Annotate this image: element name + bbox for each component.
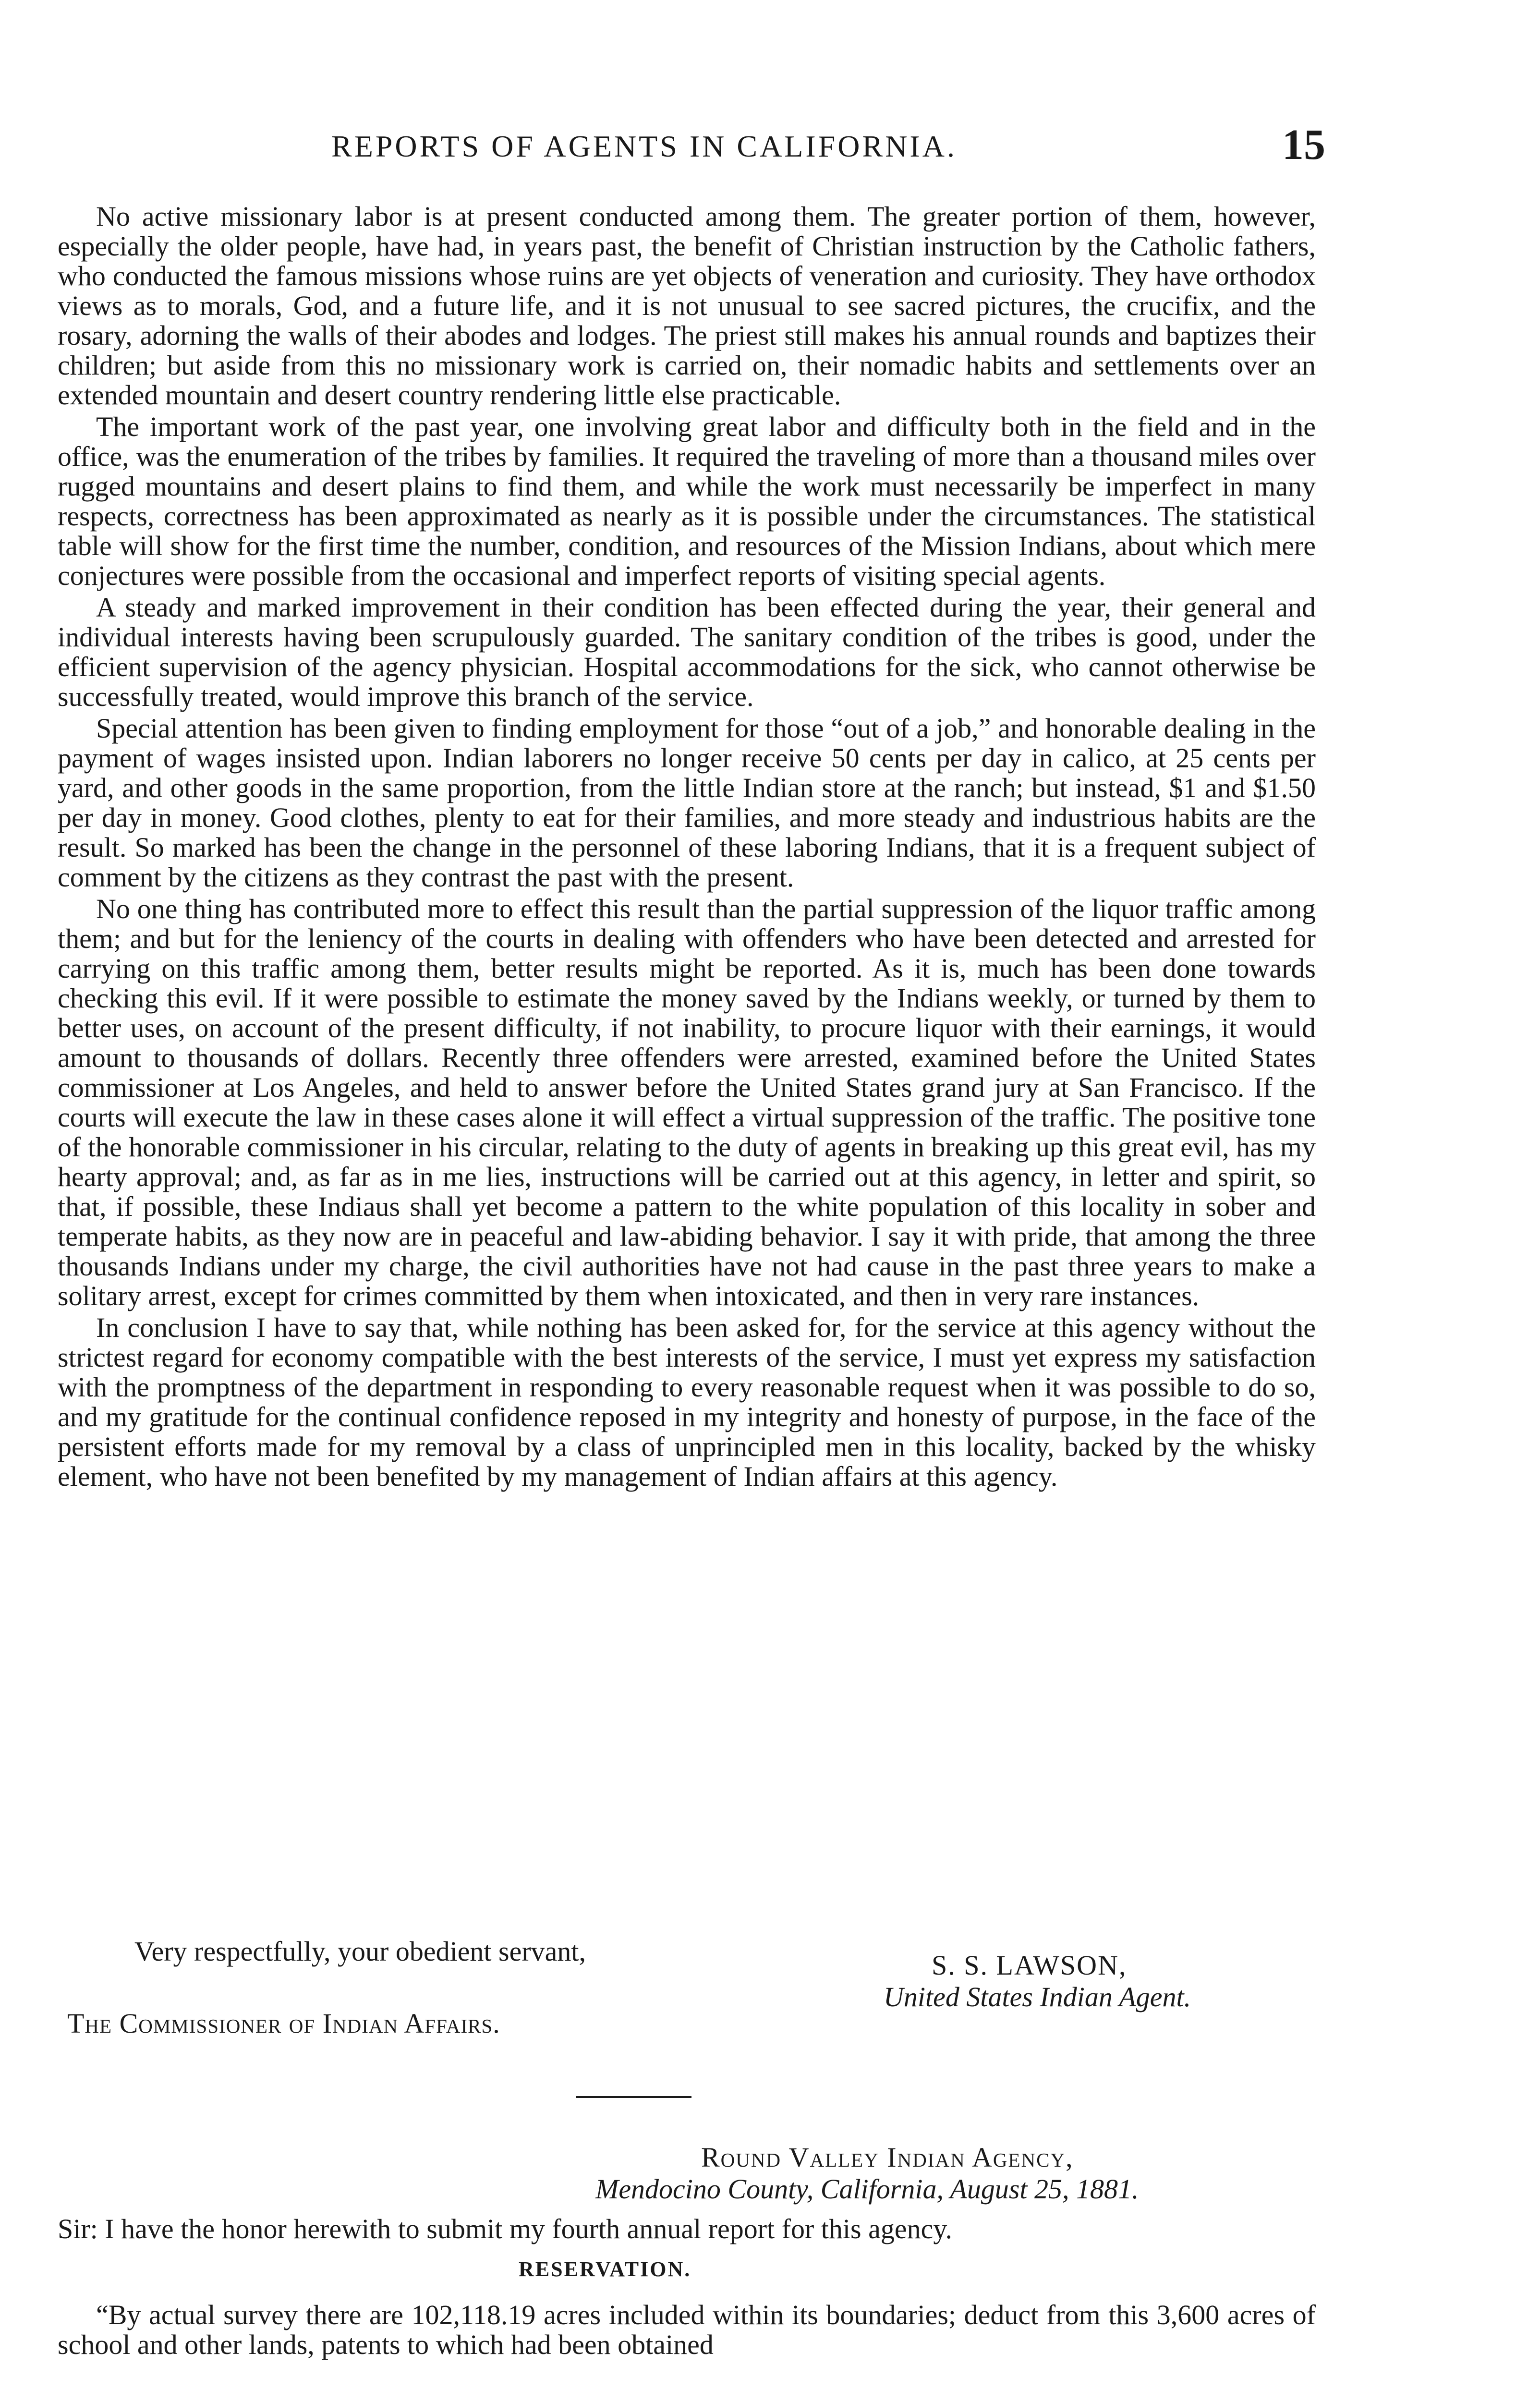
section-heading: RESERVATION. — [519, 2257, 691, 2281]
running-head: REPORTS OF AGENTS IN CALIFORNIA. — [331, 129, 957, 163]
quoted-survey — [58, 2300, 1316, 2360]
paragraph-employment: Special attention has been given to finding employment for those “out of a job,” and honorable dealing in the payment of wages insisted upon. Indian laborers no longer receive 50 cents per day in calico, at 25 cents per yard, and other goods in the same proportion, from the little Indian store at the ranch; but instead, $1 and $1.50 per day in money. Good clothes, plenty to eat for their families, and more steady and industrious habits are the result. So marked has been the change in the personnel of these laboring Indians, that it is a frequent subject of comment by the citizens as they contrast the past with the present. — [58, 713, 1316, 893]
paragraph-enumeration: The important work of the past year, one involving great labor and difficulty both in the field and in the office, was the enumeration of the tribes by families. It required the traveling of more than a thousand miles over rugged mountains and desert plains to find them, and while the work must necessarily be imperfect in many respects, correctness has been approximated as nearly as it is possible under the circumstances. The statistical table will show for the first time the number, condition, and resources of the Mission Indians, about which mere conjectures were possible from the occasional and imperfect reports of visiting special agents. — [58, 411, 1316, 591]
paragraph-conclusion: In conclusion I have to say that, while nothing has been asked for, for the service at this agency without the strictest regard for economy compatible with the best interests of the service, I must yet express my satisfaction with the promptness of the department in responding to every reasonable request when it was possible to do so, and my gratitude for the continual confidence reposed in my integrity and honesty of purpose, in the face of the persistent efforts made for my removal by a class of unprincipled men in this locality, backed by the whisky element, who have not been benefited by my management of Indian affairs at this agency. — [58, 1312, 1316, 1492]
signature-title: United States Indian Agent. — [884, 1981, 1191, 2013]
paragraph-liquor-traffic: No one thing has contributed more to effect this result than the partial suppression of the liquor traffic among them; and but for the leniency of the courts in dealing with offenders who have been detected and arrested for carrying on this traffic among them, better results might be reported. As it is, much has been done towards checking this evil. If it were possible to estimate the money saved by the Indians weekly, or turned by them to better uses, on account of the present difficulty, if not inability, to procure liquor with their earnings, it would amount to thousands of dollars. Recently three offenders were arrested, examined before the United States commissioner at Los Angeles, and held to answer before the United States grand jury at San Francisco. If the courts will execute the law in these cases alone it will effect a virtual suppression of the traffic. The positive tone of the honorable commissioner in his circular, relating to the duty of agents in breaking up this great evil, has my hearty approval; and, as far as in me lies, instructions will be carried out at this agency, in letter and spirit, so that, if possible, these Indiaus shall yet become a pattern to the white population of this locality in sober and temperate habits, as they now are in peaceful and law-abiding behavior. I say it with pride, that among the three thousands Indians under my charge, the civil authorities have not had cause in the past three years to make a solitary arrest, except for crimes committed by them when intoxicated, and then in very rare instances. — [58, 893, 1316, 1311]
paragraph-improvement: A steady and marked improvement in their condition has been effected during the year, their general and individual interests having been scrupulously guarded. The sanitary condition of the tribes is good, under the efficient supervision of the agency physician. Hospital accommodations for the sick, who cannot otherwise be successfully treated, would improve this branch of the service. — [58, 592, 1316, 712]
addressee: The Commissioner of Indian Affairs. — [67, 2008, 500, 2039]
report-body — [58, 202, 1316, 1493]
salutation: Sir: I have the honor herewith to submit my fourth annual report for this agency. — [58, 2213, 953, 2244]
section-divider — [576, 2096, 691, 2098]
signature-block — [884, 1950, 1316, 2013]
closing-line: Very respectfully, your obedient servant, — [134, 1936, 586, 1967]
signature-name: S. S. LAWSON, — [932, 1950, 1127, 1981]
place-date: Mendocino County, California, August 25, 1881. — [595, 2173, 1139, 2205]
quote-text: “By actual survey there are 102,118.19 acres included within its boundaries; deduct from this 3,600 acres of school and other lands, patents to which had been obtained — [58, 2299, 1316, 2360]
page-number: 15 — [1282, 121, 1325, 169]
paragraph-missionary-labor: No active missionary labor is at present conducted among them. The greater portion of them, however, especially the older people, have had, in years past, the benefit of Christian instruction by the Catholic fathers, who conducted the famous missions whose ruins are yet objects of veneration and curiosity. They have orthodox views as to morals, God, and a future life, and it is not unusual to see sacred pictures, the crucifix, and the rosary, adorning the walls of their abodes and lodges. The priest still makes his annual rounds and baptizes their children; but aside from this no missionary work is carried on, their nomadic habits and settlements over an extended mountain and desert country rendering little else practicable. — [58, 201, 1316, 411]
agency-name: Round Valley Indian Agency, — [701, 2142, 1074, 2173]
letter-heading — [595, 2142, 1316, 2205]
